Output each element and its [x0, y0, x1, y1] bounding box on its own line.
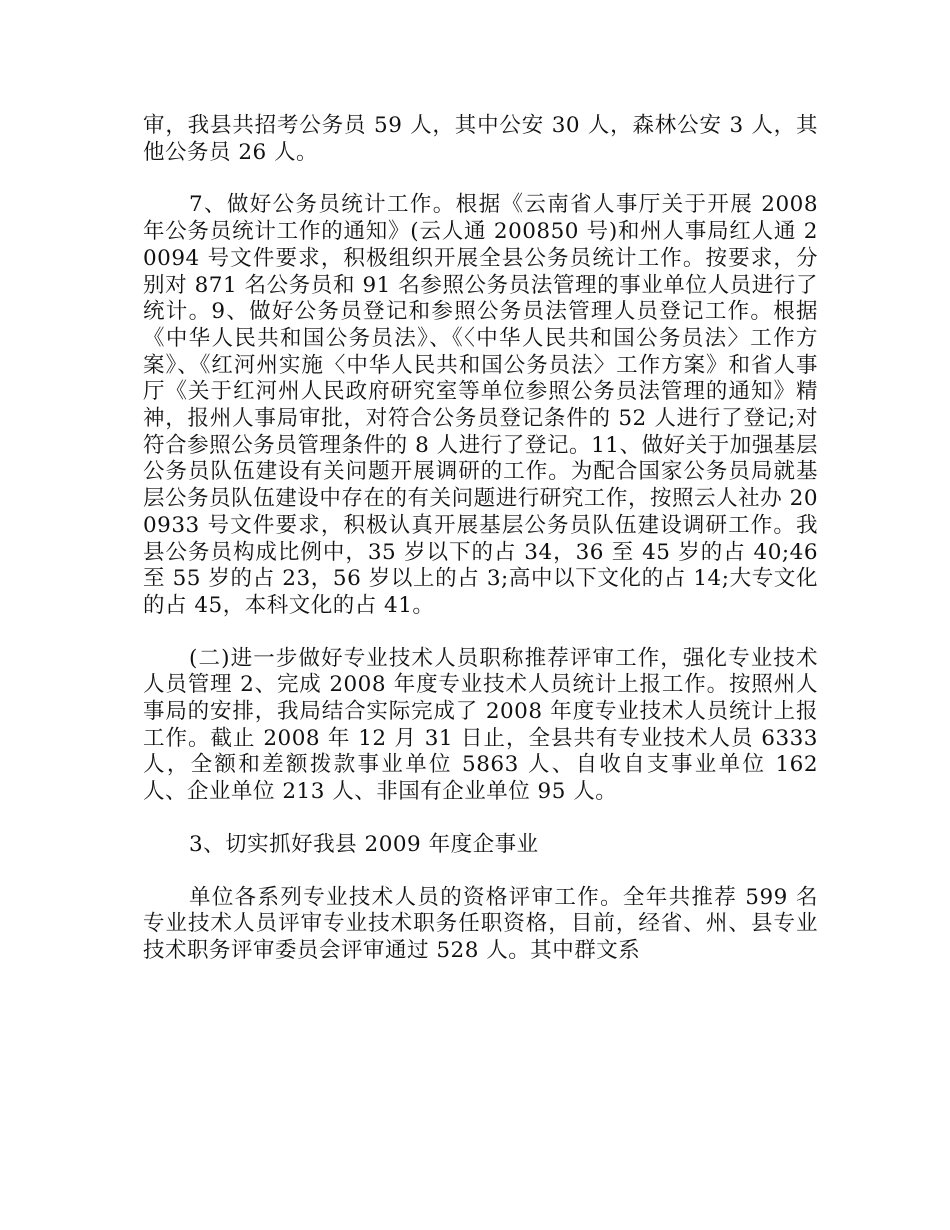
- paragraph-technical-personnel: (二)进一步做好专业技术人员职称推荐评审工作，强化专业技术人员管理 2、完成 2008 年度专业技术人员统计上报工作。按照州人事局的安排，我局结合实际完成了 2008 年度专业技术人员统计上报工作。截止 2008 年 12 月 31 日止，全县共有专业技术人员 6333 人，全额和差额拨款事业单位 5863 人、自收自支事业单位 162 人、企业单位 213 人、非国有企业单位 95 人。: [143, 645, 818, 805]
- paragraph-section-heading: 3、切实抓好我县 2009 年度企事业: [189, 831, 539, 857]
- paragraph-qualification-review: 单位各系列专业技术人员的资格评审工作。全年共推荐 599 名专业技术人员评审专业技术职务任职资格，目前，经省、州、县专业技术职务评审委员会评审通过 528 人。其中群文系: [143, 884, 818, 963]
- document-page: [143, 113, 818, 991]
- paragraph-civil-servant-statistics: 7、做好公务员统计工作。根据《云南省人事厅关于开展 2008 年公务员统计工作的通知》(云人通 200850 号)和州人事局红人通 20094 号文件要求，积极组织开展全县公务员统计工作。按要求，分别对 871 名公务员和 91 名参照公务员法管理的事业单位人员进行了统计。9、做好公务员登记和参照公务员法管理人员登记工作。根据《中华人民共和国公务员法》、《〈中华人民共和国公务员法〉工作方案》、《红河州实施〈中华人民共和国公务员法〉工作方案》和省人事厅《关于红河州人民政府研究室等单位参照公务员法管理的通知》精神，报州人事局审批，对符合公务员登记条件的 52 人进行了登记;对符合参照公务员管理条件的 8 人进行了登记。11、做好关于加强基层公务员队伍建设有关问题开展调研的工作。为配合国家公务员局就基层公务员队伍建设中存在的有关问题进行研究工作，按照云人社办 200933 号文件要求，积极认真开展基层公务员队伍建设调研工作。我县公务员构成比例中，35 岁以下的占 34，36 至 45 岁的占 40;46 至 55 岁的占 23，56 岁以上的占 3;高中以下文化的占 14;大专文化的占 45，本科文化的占 41。: [143, 192, 818, 618]
- paragraph-recruitment-summary: 审，我县共招考公务员 59 人，其中公安 30 人，森林公安 3 人，其他公务员 26 人。: [143, 113, 818, 165]
